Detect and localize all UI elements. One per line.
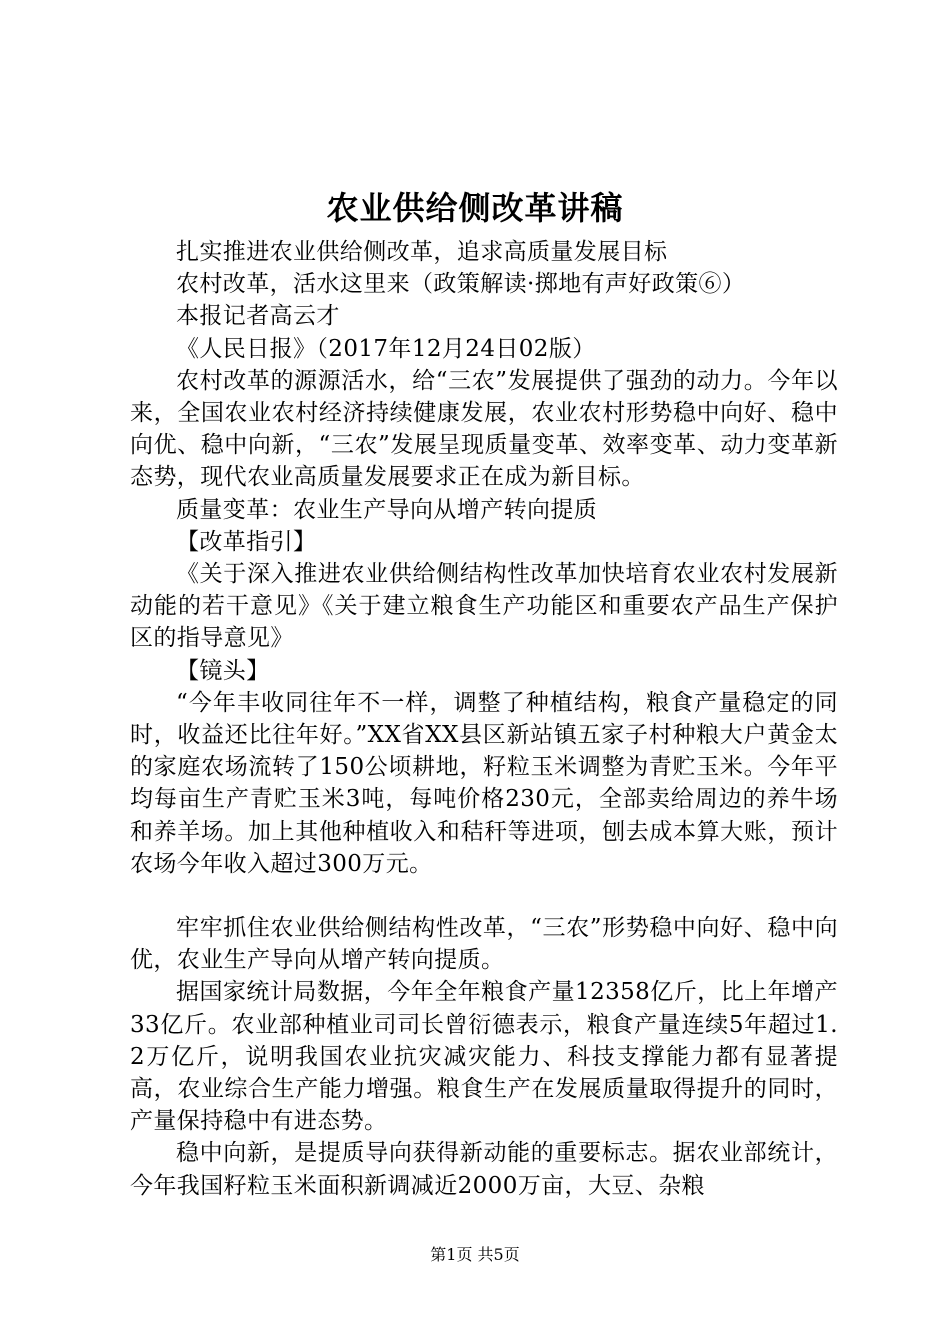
- source-paragraph: 《人民日报》（2017年12月24日02版）: [176, 335, 596, 362]
- body-paragraph: 《关于深入推进农业供给侧结构性改革加快培育农业农村发展新动能的若干意见》《关于建立粮食生产功能区和重要农产品生产保护区的指导意见》: [130, 561, 838, 652]
- body-paragraph: 稳中向新，是提质导向获得新动能的重要标志。据农业部统计，今年我国籽粒玉米面积新调减近2000万亩，大豆、杂粮: [130, 1140, 838, 1199]
- headline-paragraph: 农村改革，活水这里来（政策解读·掷地有声好政策⑥）: [176, 271, 746, 298]
- byline-paragraph: 本报记者高云才: [176, 303, 340, 330]
- body-paragraph: 农村改革的源源活水，给“三农”发展提供了强劲的动力。今年以来，全国农业农村经济持续健康发展，农业农村形势稳中向好、稳中向优、稳中向新，“三农”发展呈现质量变革、效率变革、动力变革新态势，现代农业高质量发展要求正在成为新目标。: [130, 367, 838, 491]
- body-paragraph: “今年丰收同往年不一样，调整了种植结构，粮食产量稳定的同时，收益还比往年好。”XX省XX县区新站镇五家子村种粮大户黄金太的家庭农场流转了150公顷耕地，籽粒玉米调整为青贮玉米。今年平均每亩生产青贮玉米3吨，每吨价格230元，全部卖给周边的养牛场和养羊场。加上其他种植收入和秸秆等进项，刨去成本算大账，预计农场今年收入超过300万元。: [130, 689, 838, 877]
- document-body: [130, 236, 838, 1202]
- subtitle-paragraph: 扎实推进农业供给侧改革，追求高质量发展目标: [176, 239, 668, 265]
- body-paragraph: 牢牢抓住农业供给侧结构性改革，“三农”形势稳中向好、稳中向优，农业生产导向从增产转向提质。: [130, 915, 838, 974]
- section-label: 【镜头】: [176, 657, 270, 684]
- document-title: 农业供给侧改革讲稿: [326, 189, 624, 227]
- body-paragraph: 据国家统计局数据，今年全年粮食产量12358亿斤，比上年增产33亿斤。农业部种植业司司长曾衍德表示，粮食产量连续5年超过1.2万亿斤，说明我国农业抗灾减灾能力、科技支撑能力都有显著提高，农业综合生产能力增强。粮食生产在发展质量取得提升的同时，产量保持稳中有进态势。: [130, 979, 838, 1135]
- section-label: 【改革指引】: [176, 528, 317, 555]
- section-heading: 质量变革：农业生产导向从增产转向提质: [176, 496, 598, 523]
- page-footer: 第1页 共5页: [430, 1245, 520, 1264]
